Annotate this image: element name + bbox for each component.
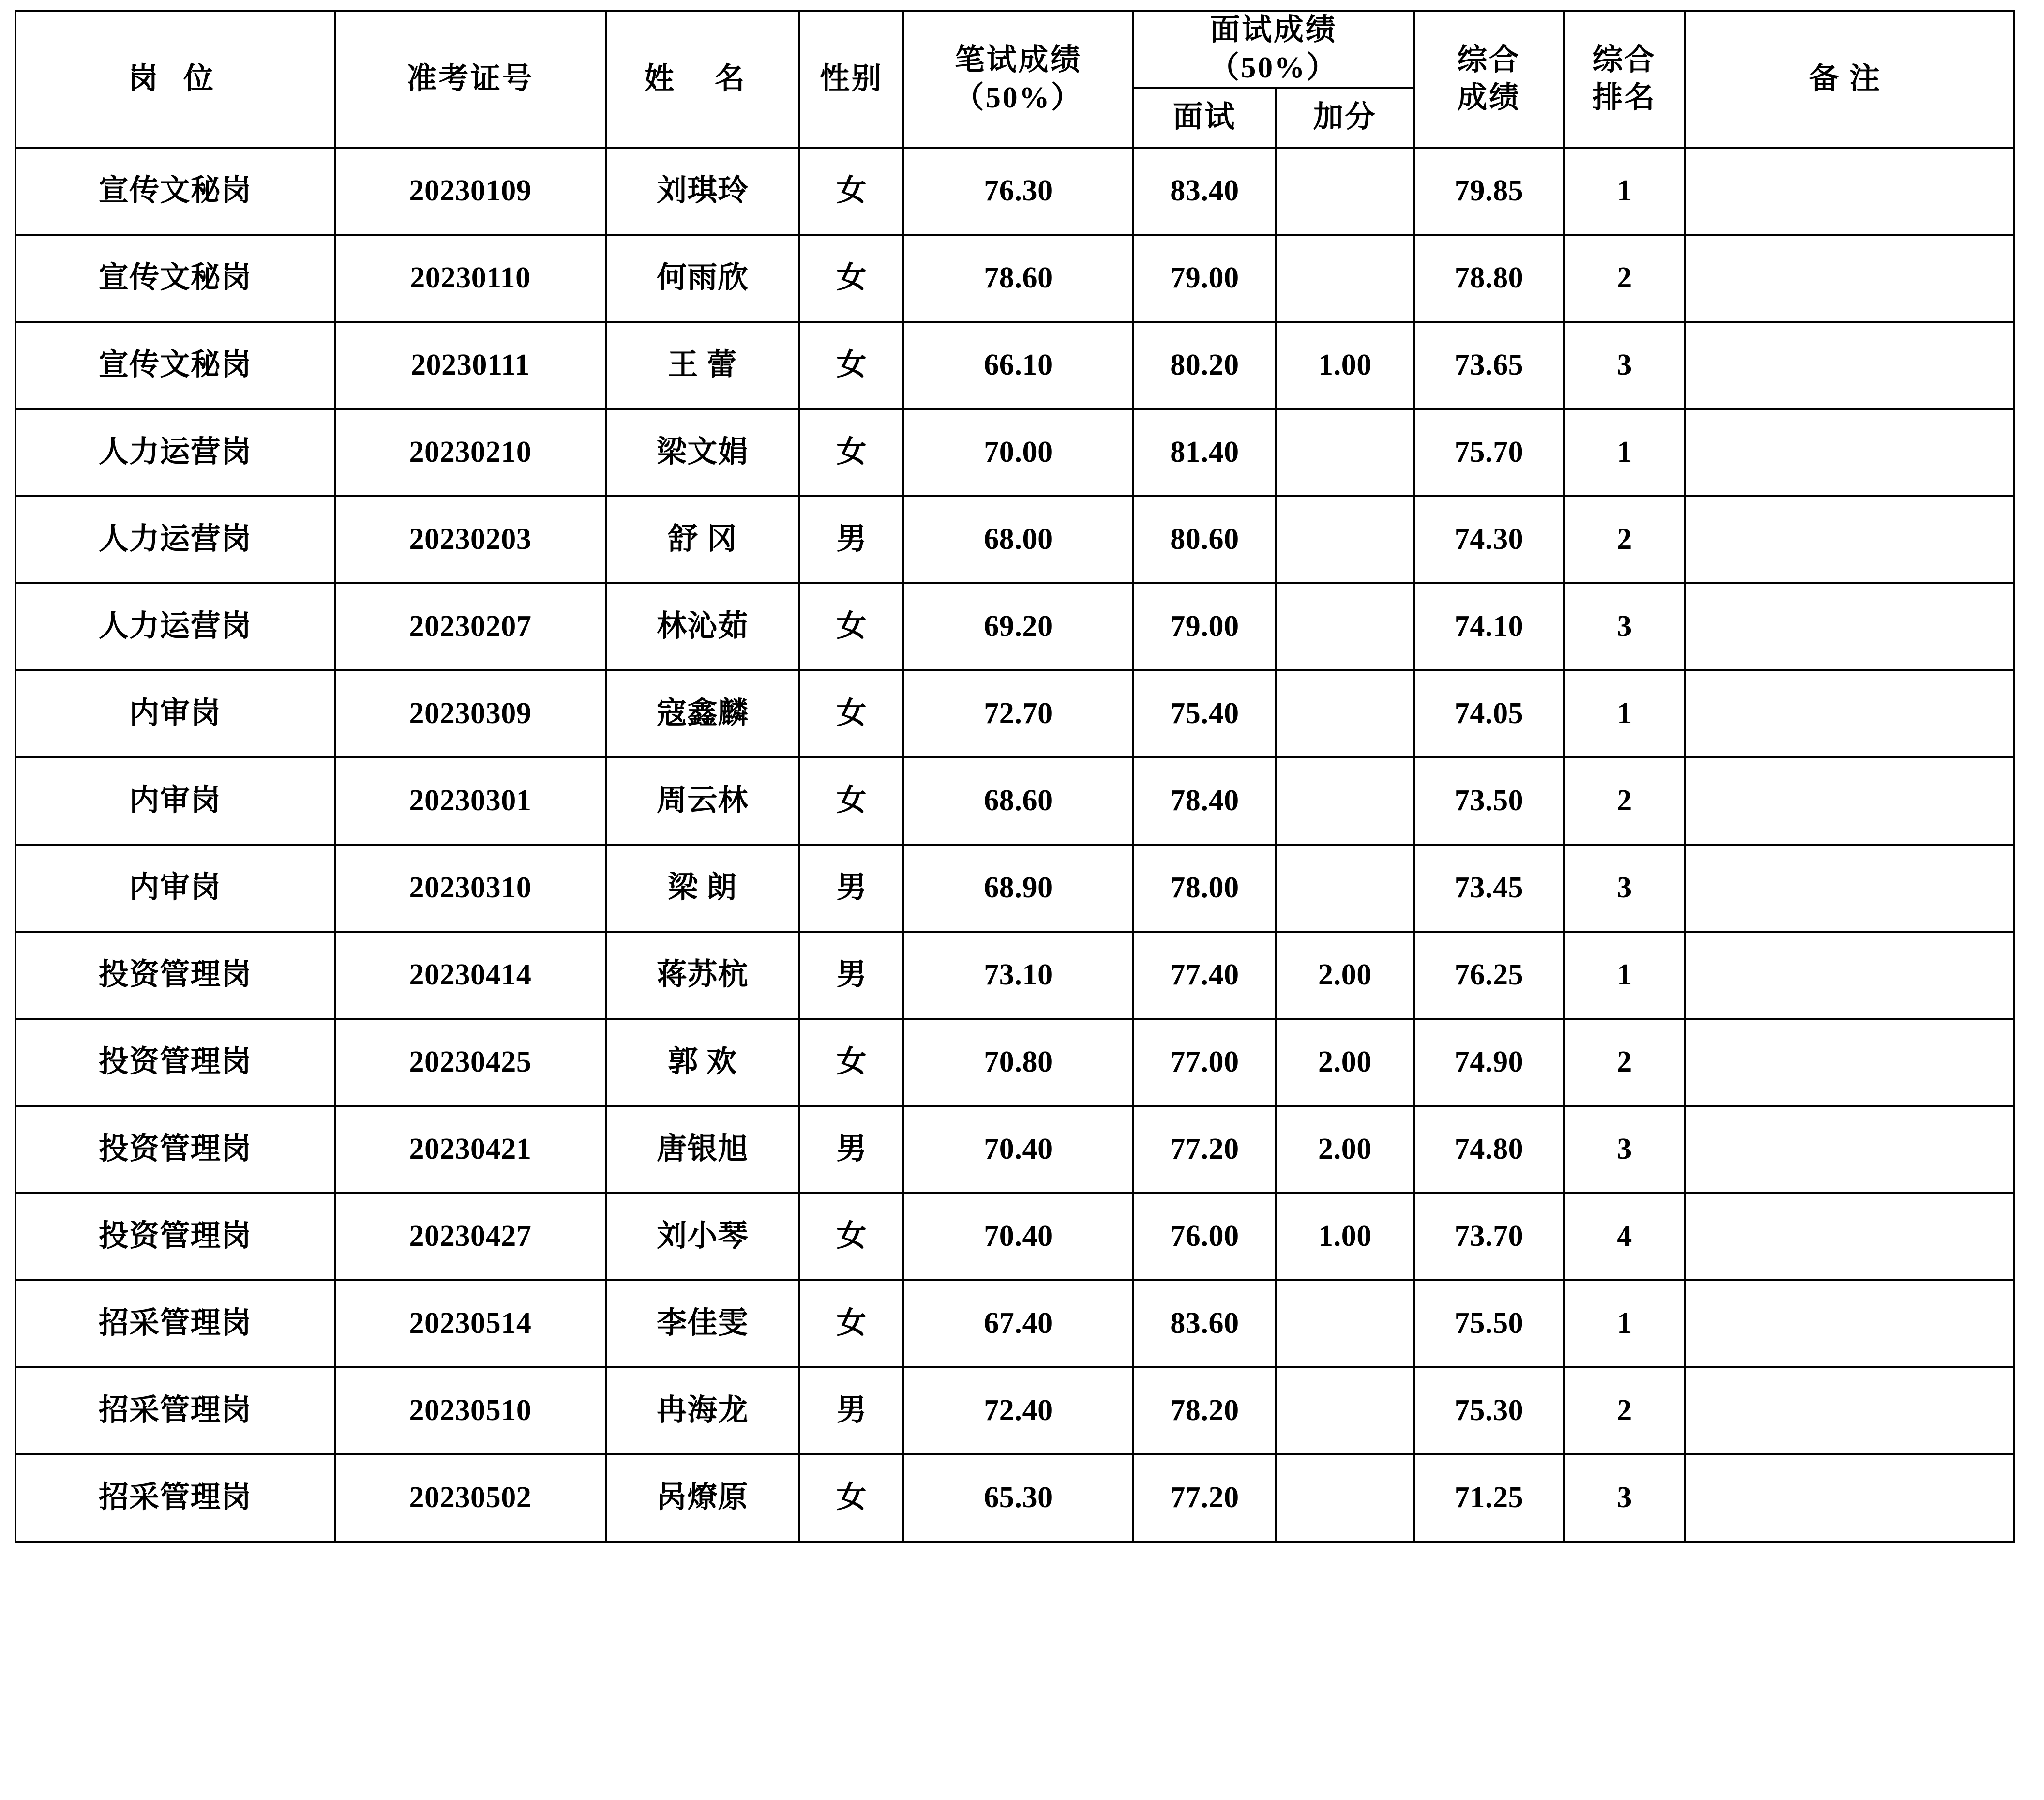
cell-interview-score: 80.20 bbox=[1133, 322, 1276, 409]
cell-ticket: 20230210 bbox=[335, 409, 606, 496]
cell-total-score: 79.85 bbox=[1414, 148, 1564, 235]
cell-total-score: 73.45 bbox=[1414, 845, 1564, 932]
cell-bonus-score bbox=[1276, 235, 1414, 322]
cell-remark bbox=[1685, 1193, 2014, 1280]
cell-rank: 2 bbox=[1564, 1019, 1685, 1106]
cell-sex: 女 bbox=[799, 322, 903, 409]
cell-interview-score: 77.40 bbox=[1133, 932, 1276, 1019]
cell-ticket: 20230510 bbox=[335, 1367, 606, 1454]
cell-post: 招采管理岗 bbox=[15, 1454, 335, 1542]
cell-ticket: 20230109 bbox=[335, 148, 606, 235]
cell-name: 王 蕾 bbox=[606, 322, 799, 409]
cell-written-score: 68.00 bbox=[903, 496, 1133, 583]
cell-post: 投资管理岗 bbox=[15, 1106, 335, 1193]
cell-bonus-score bbox=[1276, 583, 1414, 670]
header-written-line1: 笔试成绩 bbox=[955, 44, 1082, 76]
cell-remark bbox=[1685, 409, 2014, 496]
cell-remark bbox=[1685, 845, 2014, 932]
cell-name: 何雨欣 bbox=[606, 235, 799, 322]
cell-name: 郭 欢 bbox=[606, 1019, 799, 1106]
cell-interview-score: 77.00 bbox=[1133, 1019, 1276, 1106]
header-post: 岗 位 bbox=[15, 11, 335, 148]
cell-ticket: 20230110 bbox=[335, 235, 606, 322]
results-table bbox=[15, 10, 2015, 1543]
cell-remark bbox=[1685, 757, 2014, 845]
cell-ticket: 20230111 bbox=[335, 322, 606, 409]
cell-post: 招采管理岗 bbox=[15, 1280, 335, 1367]
cell-bonus-score bbox=[1276, 1367, 1414, 1454]
cell-written-score: 72.40 bbox=[903, 1367, 1133, 1454]
cell-name: 李佳雯 bbox=[606, 1280, 799, 1367]
table-row bbox=[15, 932, 2014, 1019]
cell-post: 人力运营岗 bbox=[15, 583, 335, 670]
cell-sex: 女 bbox=[799, 757, 903, 845]
cell-total-score: 75.50 bbox=[1414, 1280, 1564, 1367]
cell-name: 冉海龙 bbox=[606, 1367, 799, 1454]
header-total-score bbox=[1414, 11, 1564, 148]
table-row bbox=[15, 322, 2014, 409]
table-row bbox=[15, 148, 2014, 235]
table-row bbox=[15, 845, 2014, 932]
cell-written-score: 70.40 bbox=[903, 1106, 1133, 1193]
cell-name: 唐银旭 bbox=[606, 1106, 799, 1193]
cell-remark bbox=[1685, 1280, 2014, 1367]
cell-rank: 3 bbox=[1564, 583, 1685, 670]
cell-bonus-score bbox=[1276, 757, 1414, 845]
cell-sex: 男 bbox=[799, 845, 903, 932]
cell-written-score: 67.40 bbox=[903, 1280, 1133, 1367]
cell-total-score: 73.65 bbox=[1414, 322, 1564, 409]
cell-ticket: 20230514 bbox=[335, 1280, 606, 1367]
cell-total-score: 74.10 bbox=[1414, 583, 1564, 670]
cell-bonus-score bbox=[1276, 409, 1414, 496]
cell-name: 周云林 bbox=[606, 757, 799, 845]
header-written-score bbox=[903, 11, 1133, 148]
cell-post: 人力运营岗 bbox=[15, 409, 335, 496]
cell-rank: 1 bbox=[1564, 409, 1685, 496]
cell-sex: 女 bbox=[799, 235, 903, 322]
header-interview-group bbox=[1133, 11, 1414, 88]
header-total-line1: 综合 bbox=[1457, 44, 1521, 76]
cell-sex: 女 bbox=[799, 1019, 903, 1106]
cell-sex: 女 bbox=[799, 409, 903, 496]
header-remark: 备注 bbox=[1685, 11, 2014, 148]
cell-name: 舒 冈 bbox=[606, 496, 799, 583]
cell-name: 蒋苏杭 bbox=[606, 932, 799, 1019]
cell-sex: 男 bbox=[799, 496, 903, 583]
cell-post: 投资管理岗 bbox=[15, 1193, 335, 1280]
table-row bbox=[15, 235, 2014, 322]
cell-interview-score: 78.20 bbox=[1133, 1367, 1276, 1454]
table-row bbox=[15, 1280, 2014, 1367]
cell-remark bbox=[1685, 1106, 2014, 1193]
table-row bbox=[15, 757, 2014, 845]
header-interview-group-line2: （50%） bbox=[1209, 51, 1338, 84]
cell-written-score: 76.30 bbox=[903, 148, 1133, 235]
cell-name: 刘小琴 bbox=[606, 1193, 799, 1280]
cell-interview-score: 78.40 bbox=[1133, 757, 1276, 845]
header-rank-line2: 排名 bbox=[1593, 81, 1656, 114]
cell-rank: 1 bbox=[1564, 1280, 1685, 1367]
cell-ticket: 20230502 bbox=[335, 1454, 606, 1542]
cell-bonus-score bbox=[1276, 496, 1414, 583]
cell-ticket: 20230310 bbox=[335, 845, 606, 932]
cell-interview-score: 79.00 bbox=[1133, 235, 1276, 322]
cell-interview-score: 75.40 bbox=[1133, 670, 1276, 757]
table-row bbox=[15, 1367, 2014, 1454]
cell-total-score: 71.25 bbox=[1414, 1454, 1564, 1542]
header-written-line2: （50%） bbox=[954, 81, 1083, 114]
cell-interview-score: 80.60 bbox=[1133, 496, 1276, 583]
table-row bbox=[15, 1106, 2014, 1193]
cell-remark bbox=[1685, 1019, 2014, 1106]
cell-total-score: 74.80 bbox=[1414, 1106, 1564, 1193]
cell-ticket: 20230301 bbox=[335, 757, 606, 845]
cell-total-score: 75.70 bbox=[1414, 409, 1564, 496]
cell-sex: 女 bbox=[799, 1280, 903, 1367]
table-body bbox=[15, 148, 2014, 1542]
cell-name: 寇鑫麟 bbox=[606, 670, 799, 757]
cell-ticket: 20230309 bbox=[335, 670, 606, 757]
table-row bbox=[15, 1454, 2014, 1542]
cell-bonus-score: 2.00 bbox=[1276, 1106, 1414, 1193]
cell-total-score: 73.50 bbox=[1414, 757, 1564, 845]
cell-written-score: 73.10 bbox=[903, 932, 1133, 1019]
cell-sex: 男 bbox=[799, 1106, 903, 1193]
table-row bbox=[15, 1193, 2014, 1280]
cell-name: 梁文娟 bbox=[606, 409, 799, 496]
cell-remark bbox=[1685, 1454, 2014, 1542]
cell-interview-score: 78.00 bbox=[1133, 845, 1276, 932]
cell-rank: 1 bbox=[1564, 670, 1685, 757]
cell-post: 投资管理岗 bbox=[15, 932, 335, 1019]
cell-written-score: 70.40 bbox=[903, 1193, 1133, 1280]
cell-rank: 2 bbox=[1564, 757, 1685, 845]
cell-post: 宣传文秘岗 bbox=[15, 148, 335, 235]
cell-total-score: 75.30 bbox=[1414, 1367, 1564, 1454]
cell-written-score: 68.90 bbox=[903, 845, 1133, 932]
cell-ticket: 20230425 bbox=[335, 1019, 606, 1106]
cell-rank: 2 bbox=[1564, 235, 1685, 322]
cell-name: 梁 朗 bbox=[606, 845, 799, 932]
cell-bonus-score: 1.00 bbox=[1276, 322, 1414, 409]
header-ticket: 准考证号 bbox=[335, 11, 606, 148]
cell-remark bbox=[1685, 670, 2014, 757]
table-row bbox=[15, 1019, 2014, 1106]
cell-total-score: 74.05 bbox=[1414, 670, 1564, 757]
cell-rank: 3 bbox=[1564, 1454, 1685, 1542]
cell-bonus-score bbox=[1276, 845, 1414, 932]
cell-post: 内审岗 bbox=[15, 757, 335, 845]
header-interview-group-line1: 面试成绩 bbox=[1210, 14, 1338, 46]
cell-sex: 女 bbox=[799, 148, 903, 235]
cell-total-score: 78.80 bbox=[1414, 235, 1564, 322]
cell-post: 内审岗 bbox=[15, 670, 335, 757]
cell-written-score: 78.60 bbox=[903, 235, 1133, 322]
cell-ticket: 20230414 bbox=[335, 932, 606, 1019]
table-row bbox=[15, 496, 2014, 583]
cell-sex: 男 bbox=[799, 1367, 903, 1454]
cell-total-score: 73.70 bbox=[1414, 1193, 1564, 1280]
cell-bonus-score: 2.00 bbox=[1276, 1019, 1414, 1106]
cell-bonus-score bbox=[1276, 1280, 1414, 1367]
cell-rank: 1 bbox=[1564, 148, 1685, 235]
cell-sex: 女 bbox=[799, 1454, 903, 1542]
header-row-primary bbox=[15, 11, 2014, 88]
cell-total-score: 74.90 bbox=[1414, 1019, 1564, 1106]
table-row bbox=[15, 670, 2014, 757]
cell-remark bbox=[1685, 235, 2014, 322]
cell-bonus-score: 2.00 bbox=[1276, 932, 1414, 1019]
cell-bonus-score bbox=[1276, 148, 1414, 235]
cell-post: 投资管理岗 bbox=[15, 1019, 335, 1106]
cell-remark bbox=[1685, 496, 2014, 583]
cell-ticket: 20230421 bbox=[335, 1106, 606, 1193]
cell-ticket: 20230207 bbox=[335, 583, 606, 670]
header-total-line2: 成绩 bbox=[1457, 81, 1521, 114]
header-sex: 性别 bbox=[799, 11, 903, 148]
cell-name: 刘琪玲 bbox=[606, 148, 799, 235]
cell-rank: 2 bbox=[1564, 1367, 1685, 1454]
cell-written-score: 70.00 bbox=[903, 409, 1133, 496]
cell-rank: 3 bbox=[1564, 322, 1685, 409]
cell-post: 内审岗 bbox=[15, 845, 335, 932]
cell-rank: 4 bbox=[1564, 1193, 1685, 1280]
cell-interview-score: 79.00 bbox=[1133, 583, 1276, 670]
cell-interview-score: 77.20 bbox=[1133, 1454, 1276, 1542]
cell-sex: 男 bbox=[799, 932, 903, 1019]
cell-interview-score: 83.40 bbox=[1133, 148, 1276, 235]
cell-remark bbox=[1685, 1367, 2014, 1454]
cell-rank: 3 bbox=[1564, 845, 1685, 932]
cell-interview-score: 83.60 bbox=[1133, 1280, 1276, 1367]
header-rank bbox=[1564, 11, 1685, 148]
cell-sex: 女 bbox=[799, 670, 903, 757]
cell-bonus-score bbox=[1276, 670, 1414, 757]
cell-rank: 2 bbox=[1564, 496, 1685, 583]
table-row bbox=[15, 409, 2014, 496]
cell-written-score: 69.20 bbox=[903, 583, 1133, 670]
cell-rank: 3 bbox=[1564, 1106, 1685, 1193]
table-head bbox=[15, 11, 2014, 148]
cell-interview-score: 81.40 bbox=[1133, 409, 1276, 496]
cell-sex: 女 bbox=[799, 1193, 903, 1280]
cell-written-score: 66.10 bbox=[903, 322, 1133, 409]
header-rank-line1: 综合 bbox=[1593, 44, 1656, 76]
cell-ticket: 20230203 bbox=[335, 496, 606, 583]
cell-name: 林沁茹 bbox=[606, 583, 799, 670]
cell-written-score: 70.80 bbox=[903, 1019, 1133, 1106]
cell-sex: 女 bbox=[799, 583, 903, 670]
cell-written-score: 72.70 bbox=[903, 670, 1133, 757]
cell-name: 呙燎原 bbox=[606, 1454, 799, 1542]
cell-remark bbox=[1685, 583, 2014, 670]
header-interview: 面试 bbox=[1133, 88, 1276, 148]
cell-remark bbox=[1685, 148, 2014, 235]
cell-total-score: 74.30 bbox=[1414, 496, 1564, 583]
cell-bonus-score: 1.00 bbox=[1276, 1193, 1414, 1280]
cell-rank: 1 bbox=[1564, 932, 1685, 1019]
cell-remark bbox=[1685, 322, 2014, 409]
cell-interview-score: 76.00 bbox=[1133, 1193, 1276, 1280]
cell-post: 人力运营岗 bbox=[15, 496, 335, 583]
header-name: 姓 名 bbox=[606, 11, 799, 148]
cell-written-score: 65.30 bbox=[903, 1454, 1133, 1542]
cell-bonus-score bbox=[1276, 1454, 1414, 1542]
cell-post: 招采管理岗 bbox=[15, 1367, 335, 1454]
cell-ticket: 20230427 bbox=[335, 1193, 606, 1280]
cell-post: 宣传文秘岗 bbox=[15, 235, 335, 322]
table-row bbox=[15, 583, 2014, 670]
cell-post: 宣传文秘岗 bbox=[15, 322, 335, 409]
cell-remark bbox=[1685, 932, 2014, 1019]
header-bonus: 加分 bbox=[1276, 88, 1414, 148]
cell-total-score: 76.25 bbox=[1414, 932, 1564, 1019]
cell-written-score: 68.60 bbox=[903, 757, 1133, 845]
cell-interview-score: 77.20 bbox=[1133, 1106, 1276, 1193]
